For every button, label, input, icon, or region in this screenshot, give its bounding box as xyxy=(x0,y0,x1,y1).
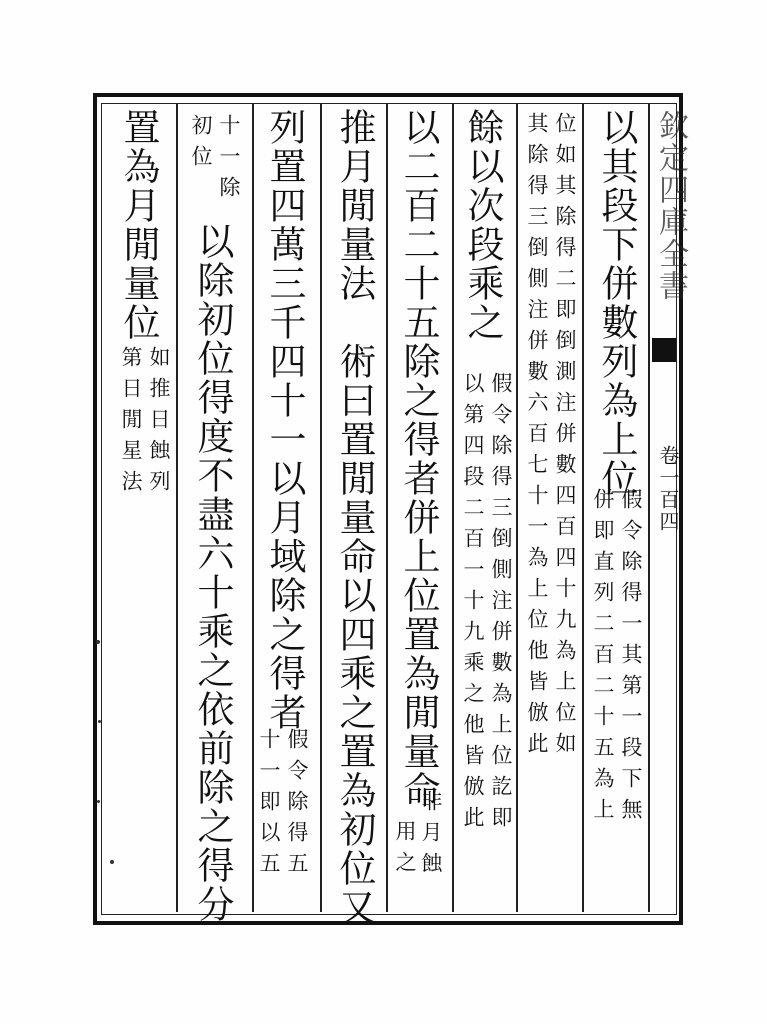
note-line: 十一除 xyxy=(217,114,241,207)
column-rule xyxy=(582,104,584,912)
note-line: 初位 xyxy=(189,114,213,176)
note-line: 併即直列二百二十五為上 xyxy=(591,488,615,829)
text-column-6: 推月閒量法 術曰置閒量命以四乘之置為初位又 xyxy=(333,108,376,927)
text-column-8: 以除初位得度不盡六十乘之依前除之得分 xyxy=(191,222,234,924)
note-line: 假令除得一其第一段下無 xyxy=(619,488,643,829)
column-rule xyxy=(386,104,388,912)
note-line: 其除得三倒側注併數六百七十一為上位他皆倣此 xyxy=(525,112,549,763)
gutter-volume-number: 卷一百四 xyxy=(656,445,680,533)
column-rule xyxy=(320,104,322,912)
note-line: 假令除得五 xyxy=(285,728,309,883)
scan-speckle xyxy=(96,640,100,644)
column-rule xyxy=(176,104,178,912)
scan-speckle xyxy=(97,800,100,803)
fish-tail-marker-icon xyxy=(652,338,676,362)
note-line: 非月蝕 xyxy=(419,790,443,883)
text-column-5: 以二百二十五除之得者併上位置為閒量命 xyxy=(397,108,440,810)
text-column-1: 以其段下併數列為上位 xyxy=(595,108,638,498)
note-line: 以第四段二百一十九乘之他皆倣此 xyxy=(461,372,485,837)
scan-speckle xyxy=(98,720,101,723)
text-column-9: 置為月閒量位 xyxy=(117,108,160,342)
note-line: 第日閒星法 xyxy=(119,346,143,501)
text-column-4: 餘以次段乘之 xyxy=(461,108,504,342)
column-rule xyxy=(516,104,518,912)
text-column-7: 列置四萬三千四十一以月域除之得者 xyxy=(263,108,306,732)
column-rule xyxy=(648,104,650,912)
column-rule xyxy=(452,104,454,912)
note-line: 位如其除得二即倒測注併數四百四十九為上位如 xyxy=(553,112,577,763)
note-line: 如推日蝕列 xyxy=(147,346,171,501)
note-line: 假令除得三倒側注併數為上位訖即 xyxy=(489,372,513,837)
note-line: 十一即以五 xyxy=(257,728,281,883)
column-rule xyxy=(252,104,254,912)
gutter-book-title: 欽定四庫全書 xyxy=(653,110,688,302)
scan-speckle xyxy=(110,860,114,864)
note-line: 用之 xyxy=(393,820,417,882)
